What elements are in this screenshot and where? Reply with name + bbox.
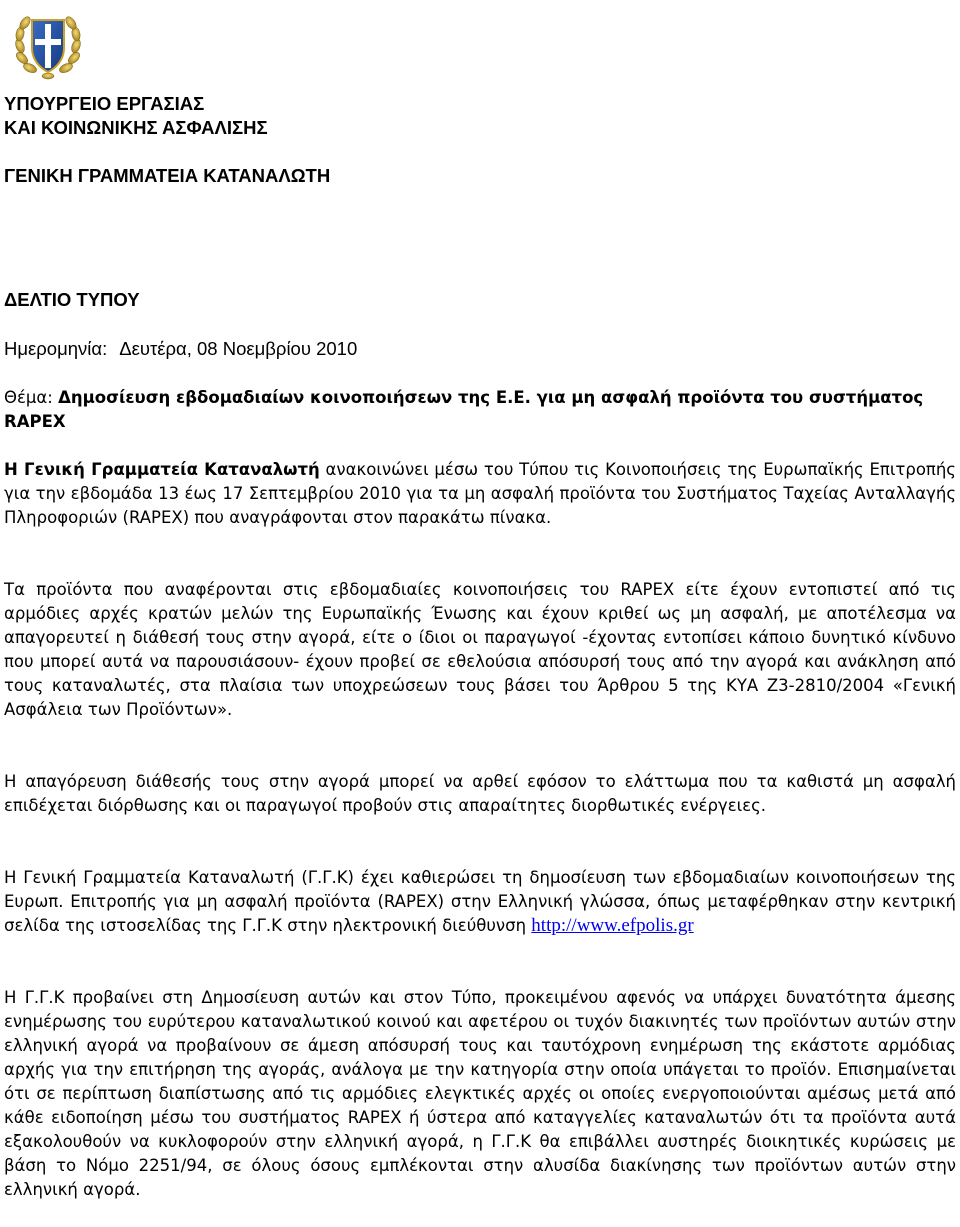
paragraph-text: ανακοινώνει μέσω του Τύπου τις Κοινοποιήσεις της Ευρωπαϊκής Επιτροπής για την εβδομάδα 13 έως 17 Σεπτεμβρίου 2010 για τα μη ασφαλή προϊόντα του Συστήματος Ταχείας Ανταλλαγής Πληροφοριών (RAPEX) που αναγράφονται στον παρακάτω πίνακα.: [4, 460, 956, 527]
secretariat-name: ΓΕΝΙΚΗ ΓΡΑΜΜΑΤΕΙΑ ΚΑΤΑΝΑΛΩΤΗ: [4, 165, 331, 186]
paragraph-text: Η Γενική Γραμματεία Καταναλωτή (Γ.Γ.Κ) έχει καθιερώσει τη δημοσίευση των εβδομαδιαίων κοινοποιήσεων της Ευρωπ. Επιτροπής για μη ασφαλή προϊόντα (RAPEX) στην Ελληνική γλώσσα, όπως μεταφέρθηκαν στην κεντρική σελίδα της ιστοσελίδας της Γ.Γ.Κ στην ηλεκτρονική διεύθυνση: [4, 868, 956, 935]
paragraph-enforcement: Η Γ.Γ.Κ προβαίνει στη Δημοσίευση αυτών και στον Τύπο, προκειμένου αφενός να υπάρχει δυνατότητα άμεσης ενημέρωσης του ευρύτερου καταναλωτικού κοινού και αφετέρου οι τυχόν διακινητές των προϊόντων αυτών στην ελληνική αγορά να προβαίνουν σε άμεση απόσυρσή τους και ταυτόχρονη ενημέρωση της εκάστοτε αρμόδιας αρχής για την επιτήρηση της αγοράς, ανάλογα με την κατηγορία στην οποία υπάγεται το προϊόν. Επισημαίνεται ότι σε περίπτωση διαπίστωσης από τις αρμόδιες ελεγκτικές αρχές οι οποίες ενεργοποιούνται αμέσως μετά από κάθε ειδοποίηση μέσω του συστήματος RAPEX ή ύστερα από καταγγελίες καταναλωτών ότι τα προϊόντα αυτά εξακολουθούν να κυκλοφορούν στην ελληνική αγορά, η Γ.Γ.Κ θα επιβάλλει αυστηρές διοικητικές κυρώσεις με βάση το Νόμο 2251/94, σε όλους όσους εμπλέκονται στην αλυσίδα διακίνησης των προϊόντων αυτών στην ελληνική αγορά.: [4, 988, 956, 1199]
date-line: [4, 337, 357, 361]
subject-label: Θέμα:: [4, 388, 53, 407]
subject-line: [4, 386, 956, 434]
paragraph-announcement: [4, 458, 956, 530]
date-label: Ημερομηνία:: [4, 338, 108, 359]
paragraph-products: Τα προϊόντα που αναφέρονται στις εβδομαδιαίες κοινοποιήσεις του RAPEX είτε έχουν εντοπιστεί από τις αρμόδιες αρχές κρατών μελών της Ευρωπαϊκής Ένωσης και έχουν κριθεί ως μη ασφαλή, με αποτέλεσμα να απαγορευτεί η διάθεσή τους στην αγορά, είτε ο ίδιοι οι παραγωγοί -έχοντας εντοπίσει κάποιο δυνητικό κίνδυνο που μπορεί αυτά να παρουσιάσουν- έχουν προβεί σε εθελούσια απόσυρσή τους από την αγορά και ανάκληση από τους καταναλωτές, στα πλαίσια των υποχρεώσεων τους βάσει του Άρθρου 5 της ΚΥΑ Ζ3-2810/2004 «Γενική Ασφάλεια των Προϊόντων».: [4, 580, 956, 719]
paragraph-ban: Η απαγόρευση διάθεσής τους στην αγορά μπορεί να αρθεί εφόσον το ελάττωμα που τα καθιστά μη ασφαλή επιδέχεται διόρθωσης και οι παραγωγοί προβούν στις απαραίτητες διορθωτικές ενέργειες.: [4, 772, 956, 815]
subject-text: Δημοσίευση εβδομαδιαίων κοινοποιήσεων της Ε.Ε. για μη ασφαλή προϊόντα του συστήματος RAPEX: [4, 388, 924, 431]
ministry-name: [4, 92, 268, 140]
efpolis-link[interactable]: http://www.efpolis.gr: [531, 915, 694, 936]
paragraph-lead: Η Γενική Γραμματεία Καταναλωτή: [4, 460, 320, 479]
paragraph-publication: [4, 866, 956, 938]
press-release-title: ΔΕΛΤΙΟ ΤΥΠΟΥ: [4, 289, 140, 310]
greek-coat-of-arms-icon: [10, 6, 86, 82]
ministry-line-1: ΥΠΟΥΡΓΕΙΟ ΕΡΓΑΣΙΑΣ: [4, 93, 205, 114]
ministry-line-2: ΚΑΙ ΚΟΙΝΩΝΙΚΗΣ ΑΣΦΑΛΙΣΗΣ: [4, 117, 268, 138]
date-value: Δευτέρα, 08 Νοεμβρίου 2010: [119, 338, 358, 359]
